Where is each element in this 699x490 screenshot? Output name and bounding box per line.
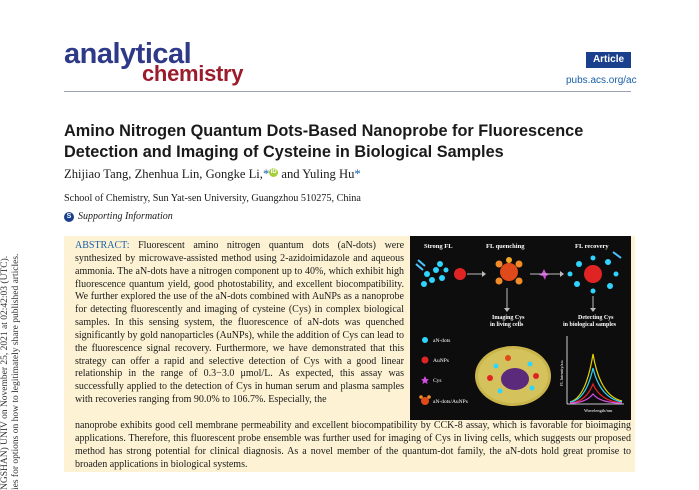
journal-logo: [64, 40, 243, 85]
abstract-label: ABSTRACT:: [75, 240, 130, 251]
affiliation: School of Chemistry, Sun Yat-sen University, Guangzhou 510275, China: [64, 193, 361, 204]
supporting-information-link[interactable]: [64, 211, 173, 222]
download-notice: [0, 250, 26, 490]
article-type-badge: Article: [586, 52, 631, 68]
toc-detecting-1: Detecting Cys: [578, 315, 614, 321]
toc-fl-recovery: FL recovery: [575, 243, 609, 250]
orcid-icon[interactable]: iD: [270, 168, 277, 175]
supporting-info-icon: S: [64, 212, 74, 222]
abstract-column-text: [75, 240, 404, 407]
toc-detecting-2: in biological samples: [563, 322, 617, 328]
abstract-column-body: Fluorescent amino nitrogen quantum dots (aN-dots) were synthesized by microwave-assisted method using 2-azidoimidazole and aqueous ammonia. The aN-dots have a nitrogen component up to 40%, which exhibit high fluorescence quantum yield, good photostability, and excellent biocompatibility. We further explored the use of the aN-dots combined with AuNPs as a nanoprobe for detecting fluorescently and imaging of cysteine (Cys) in complex biological samples. In this sensing system, the fluorescence of aN-dots was quenched significantly by gold nanoparticles (AuNPs), while the addition of Cys can lead to the fluorescence signal recovery. Furthermore, we have demonstrated that this strategy can offer a rapid and selective detection of Cys with a good linear relationship in the range of 0.3−3.0 μmol/L. As expected, this assay was successfully applied to the detection of Cys in human serum and plasma samples with recoveries ranging from 90.0% to 106.7%. Especially, the: [75, 240, 405, 406]
supporting-info-label: Supporting Information: [78, 211, 173, 222]
download-notice-line-2: ies for options on how to legitimately share published articles.: [11, 253, 21, 490]
article-title: Amino Nitrogen Quantum Dots-Based Nanoprobe for Fluorescence Detection and Imaging of Cysteine in Biological Samples: [64, 122, 584, 161]
spectrum-yaxis: FL Intensity/a.u.: [559, 359, 564, 386]
toc-imaging-1: Imaging Cys: [492, 315, 525, 321]
spectrum-xaxis: Wavelength/nm: [584, 408, 613, 413]
legend-andots: aN-dots: [433, 338, 451, 344]
legend-andots-aunps: aN-dots/AuNPs: [433, 399, 468, 405]
abstract-full-width-text: nanoprobe exhibits good cell membrane permeability and excellent biocompatibility by CCK-8 assay, which is favorable for bioimaging applications. Therefore, this fluorescent probe ensemble was further used for imaging of Cys in living cells, which suggests our proposed method has strong potential for clinical diagnosis. As a novel member of the quantum-dot family, the aN-dots hold great promise to broaden applications in biological systems.: [75, 420, 631, 470]
living-cell-illustration: [475, 346, 551, 406]
legend-aunps: AuNPs: [433, 358, 449, 364]
toc-imaging-2: in living cells: [490, 322, 524, 328]
journal-logo-line1: analytical: [64, 38, 192, 70]
authors-part2: and Yuling Hu: [278, 167, 355, 181]
toc-fl-quenching: FL quenching: [486, 243, 525, 250]
legend-cys: Cys: [433, 378, 442, 384]
toc-graphic: [410, 236, 631, 420]
corresponding-author-star[interactable]: *: [262, 167, 270, 181]
download-notice-line-1: NGSHAN) UNIV on November 25, 2021 at 02:42:03 (UTC).: [0, 255, 10, 490]
journal-url-link[interactable]: pubs.acs.org/ac: [566, 75, 637, 86]
author-list: [64, 167, 361, 182]
header-divider: [64, 91, 631, 92]
authors-part1: Zhijiao Tang, Zhenhua Lin, Gongke Li,: [64, 167, 263, 181]
toc-strong-fl: Strong FL: [424, 243, 453, 250]
corresponding-author-star-2[interactable]: *: [354, 167, 361, 181]
journal-logo-line2: chemistry: [142, 61, 244, 86]
aunp-particle-icon: [454, 268, 466, 280]
